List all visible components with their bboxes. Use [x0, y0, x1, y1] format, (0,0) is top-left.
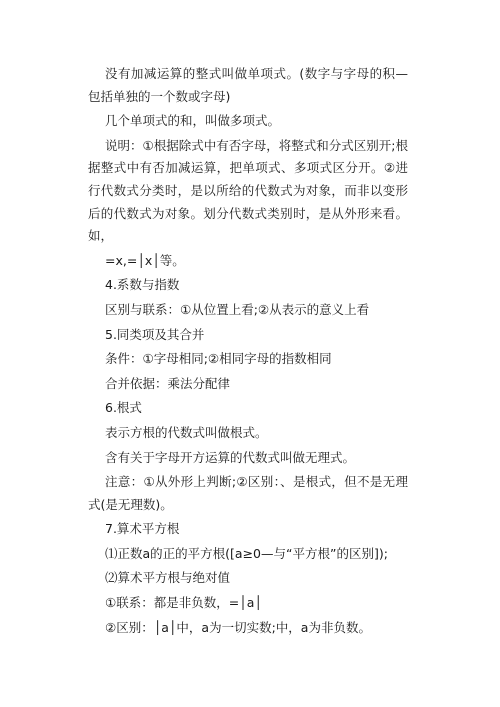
section-heading-radical: 6.根式 [105, 400, 142, 416]
section-heading-arithmetic-square-root: 7.算术平方根 [105, 521, 180, 537]
paragraph-difference: ②区别：│a│中，a为一切实数;中，a为非负数。 [105, 619, 371, 635]
paragraph-merge-basis: 合并依据：乘法分配律 [105, 375, 231, 391]
paragraph-difference-connection: 区别与联系：①从位置上看;②从表示的意义上看 [105, 301, 370, 317]
paragraph-conditions: 条件：①字母相同;②相同字母的指数相同 [105, 351, 332, 367]
paragraph-note: 注意：①从外形上判断;②区别：、是根式，但不是无理式(是无理数)。 [88, 474, 408, 512]
paragraph-example: =x,=│x│等。 [105, 252, 185, 268]
paragraph-connection: ①联系：都是非负数，=│a│ [105, 595, 262, 611]
paragraph-polynomial-definition: 几个单项式的和，叫做多项式。 [105, 113, 281, 129]
paragraph-positive-root: ⑴正数a的正的平方根([a≥0—与“平方根”的区别]); [105, 545, 388, 561]
paragraph-explanation: 说明：①根据除式中有否字母，将整式和分式区别开;根据整式中有否加减运算，把单项式、多项式区分开。②进行代数式分类时，是以所给的代数式为对象，而非以变形后的代数式为对象。划分代数式类别时，是从外形来看。如， [88, 137, 408, 244]
paragraph-root-and-absolute: ⑵算术平方根与绝对值 [105, 570, 231, 586]
section-heading-like-terms: 5.同类项及其合并 [105, 326, 205, 342]
paragraph-radical-definition: 表示方根的代数式叫做根式。 [105, 424, 268, 440]
paragraph-monomial-definition: 没有加减运算的整式叫做单项式。(数字与字母的积—包括单独的一个数或字母) [88, 66, 408, 104]
paragraph-irrational-expression: 含有关于字母开方运算的代数式叫做无理式。 [105, 449, 356, 465]
section-heading-coefficient-exponent: 4.系数与指数 [105, 277, 180, 293]
